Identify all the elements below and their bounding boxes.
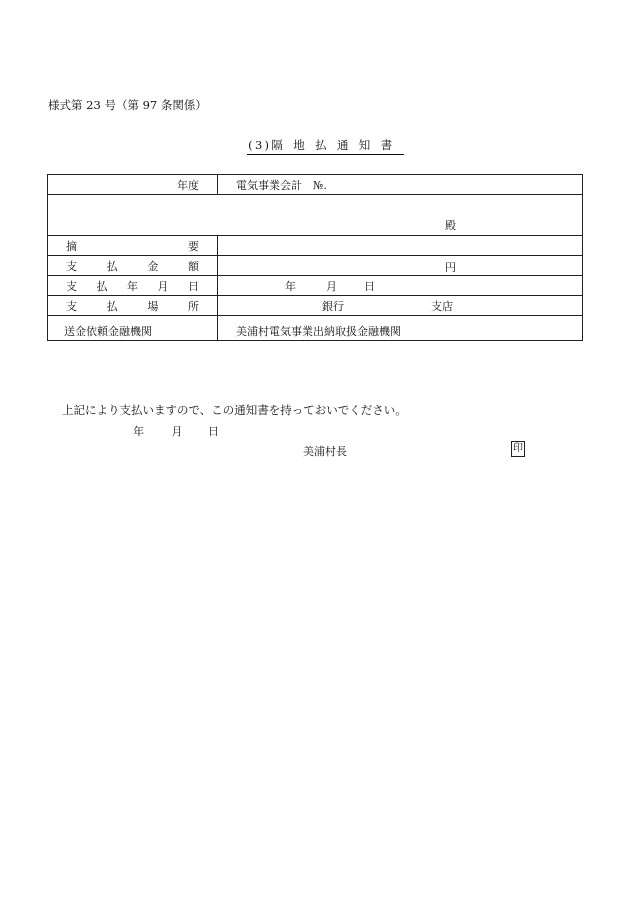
place-label [48,296,218,316]
place-bank: 銀行 [322,299,344,313]
place-value [218,296,583,316]
summary-label [48,236,218,256]
document-title [0,137,630,155]
table-row-remit [48,316,583,341]
place-branch: 支店 [431,299,453,313]
amount-label-char: 支 [66,259,77,273]
date-label-char: 年 [127,279,138,293]
place-label-char: 場 [147,299,159,313]
place-label-char: 払 [106,299,118,313]
footer-note: 上記により支払いますので、この通知書を持っておいでください。 [62,403,407,417]
footer-date [133,423,219,439]
title-text [247,137,403,155]
amount-label-char: 額 [187,259,199,273]
amount-label-char: 金 [147,259,159,273]
title-char: 通 [336,138,359,152]
addressee-cell [48,195,583,236]
table-row-place [48,296,583,316]
summary-label-char: 摘 [66,239,77,253]
date-unit-year: 年 [285,279,296,293]
mayor-name: 美浦村長 [303,445,347,458]
table-row-addressee [48,195,583,236]
amount-value [218,256,583,276]
summary-value [218,236,583,256]
amount-unit: 円 [445,261,456,274]
remit-value: 美浦村電気事業出納取扱金融機関 [218,316,583,341]
form-number: 様式第 23 号（第 97 条関係） [48,98,207,112]
notice-table [47,174,583,341]
amount-label-char: 払 [106,259,118,273]
date-value [218,276,583,296]
date-label-char: 月 [157,279,169,293]
date-unit-month: 月 [326,279,337,293]
footer-date-month: 月 [171,425,183,438]
title-char: 知 [358,138,381,152]
table-row-summary [48,236,583,256]
title-char: 隔 [271,138,294,152]
fiscal-year-label: 年度 [48,175,218,195]
footer-date-year: 年 [133,425,144,438]
table-row-date [48,276,583,296]
title-char: 地 [293,138,316,152]
date-unit-day: 日 [364,279,375,293]
place-label-char: 所 [187,299,199,313]
date-label-char: 日 [188,279,199,293]
title-char: 払 [315,138,337,152]
date-label-char: 払 [96,279,108,293]
place-label-char: 支 [66,299,77,313]
amount-label [48,256,218,276]
summary-label-char: 要 [188,239,199,253]
remit-label: 送金依頼金融機関 [48,316,218,341]
table-row-amount [48,256,583,276]
seal-mark: 印 [511,441,525,457]
fiscal-year-value: 電気事業会計 №. [218,175,583,195]
footer-date-day: 日 [208,425,219,438]
date-label-char: 支 [66,279,77,293]
title-char: 書 [380,138,403,152]
addressee-suffix: 殿 [445,219,456,232]
table-row-fiscal-year [48,175,583,195]
title-number: (3) [248,138,272,152]
date-label [48,276,218,296]
